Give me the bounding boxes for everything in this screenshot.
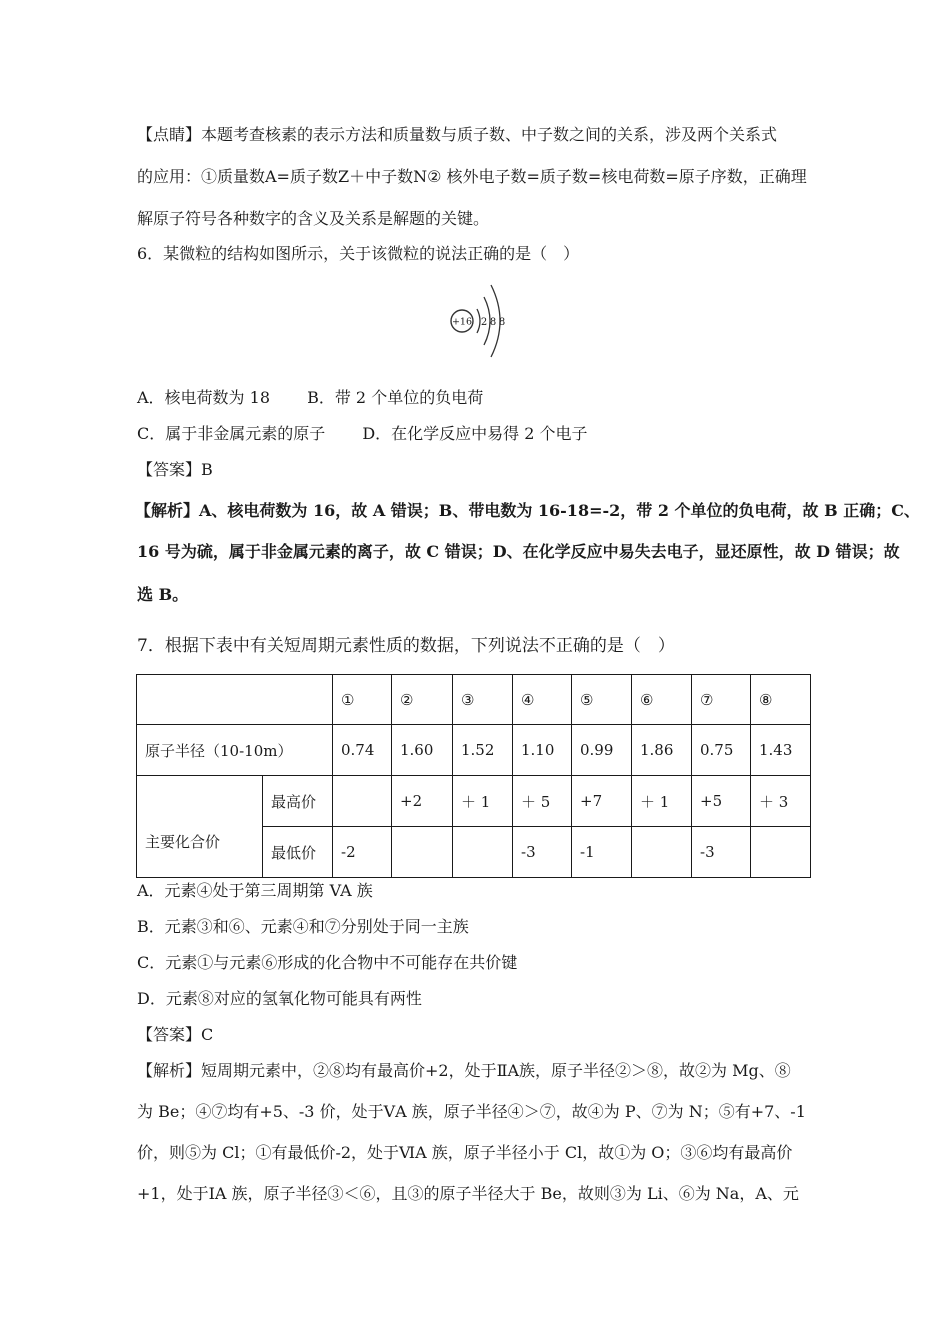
table-cell: 1.43 <box>751 725 811 776</box>
electron-shell-1 <box>477 309 480 333</box>
dianjing-line-3: 解原子符号各种数字的含义及关系是解题的关键。 <box>137 209 490 228</box>
question-7-analysis-line-3: 价，则⑤为 Cl；①有最低价-2，处于ⅥA 族，原子半径小于 Cl，故①为 O；③⑥均有最高价 <box>137 1143 793 1162</box>
table-row-max-valence <box>137 776 811 827</box>
question-6-analysis-line-1: 【解析】A、核电荷数为 16，故 A 错误；B、带电数为 16-18=-2，带 2 个单位的负电荷，故 B 正确；C、 <box>135 501 920 520</box>
dianjing-line-2: 的应用：①质量数A=质子数Z＋中子数N② 核外电子数=质子数=核电荷数=原子序数，正确理 <box>137 167 807 186</box>
question-7-option-c: C．元素①与元素⑥形成的化合物中不可能存在共价键 <box>137 953 518 972</box>
min-valence-label: 最低价 <box>263 827 333 878</box>
nucleus-charge: +16 <box>451 316 473 328</box>
max-valence-label: 最高价 <box>263 776 333 827</box>
table-cell <box>632 827 692 878</box>
question-6-options-cd: C．属于非金属元素的原子 D．在化学反应中易得 2 个电子 <box>137 424 588 443</box>
table-header-cell: ⑧ <box>751 675 811 725</box>
table-cell: -1 <box>572 827 632 878</box>
table-cell: 0.75 <box>692 725 751 776</box>
table-cell: ＋ 5 <box>513 776 572 827</box>
table-cell: +5 <box>692 776 751 827</box>
question-7-answer: 【答案】C <box>137 1025 214 1044</box>
table-header-cell: ③ <box>453 675 513 725</box>
table-header-row <box>137 675 811 725</box>
table-cell: 0.99 <box>572 725 632 776</box>
question-7-option-a: A．元素④处于第三周期第 VA 族 <box>137 881 373 900</box>
table-cell: 1.86 <box>632 725 692 776</box>
table-header-cell: ⑤ <box>572 675 632 725</box>
table-header-cell: ④ <box>513 675 572 725</box>
table-cell: ＋ 1 <box>453 776 513 827</box>
shell-3-electrons: 8 <box>498 317 506 328</box>
table-cell: +7 <box>572 776 632 827</box>
table-cell <box>392 827 453 878</box>
table-header-cell: ② <box>392 675 453 725</box>
shell-1-electrons: 2 <box>480 317 488 328</box>
question-7-stem: 7．根据下表中有关短周期元素性质的数据，下列说法不正确的是（ ） <box>137 636 675 656</box>
question-7-analysis-line-4: +1，处于ⅠA 族，原子半径③＜⑥，且③的原子半径大于 Be，故则③为 Li、⑥为 Na，A、元 <box>137 1184 799 1203</box>
table-cell: +2 <box>392 776 453 827</box>
table-cell: 0.74 <box>333 725 392 776</box>
question-7-option-b: B．元素③和⑥、元素④和⑦分别处于同一主族 <box>137 917 469 936</box>
table-cell <box>751 827 811 878</box>
question-6-analysis-line-3: 选 B。 <box>137 585 189 604</box>
valence-label: 主要化合价 <box>137 776 263 878</box>
dianjing-line-1: 【点睛】本题考查核素的表示方法和质量数与质子数、中子数之间的关系，涉及两个关系式 <box>137 125 778 144</box>
table-header-cell: ⑦ <box>692 675 751 725</box>
question-6-options-ab: A．核电荷数为 18 B．带 2 个单位的负电荷 <box>137 388 484 407</box>
table-cell: ＋ 1 <box>632 776 692 827</box>
table-cell: 1.52 <box>453 725 513 776</box>
radius-label: 原子半径（10-10m） <box>137 725 333 776</box>
table-cell: -2 <box>333 827 392 878</box>
table-cell <box>333 776 392 827</box>
question-6-stem: 6．某微粒的结构如图所示，关于该微粒的说法正确的是（ ） <box>137 244 580 263</box>
table-row-radius <box>137 725 811 776</box>
table-cell <box>453 827 513 878</box>
table-cell: -3 <box>692 827 751 878</box>
table-cell: 1.10 <box>513 725 572 776</box>
question-6-answer: 【答案】B <box>137 460 213 479</box>
table-cell: -3 <box>513 827 572 878</box>
table-cell: ＋ 3 <box>751 776 811 827</box>
shell-2-electrons: 8 <box>489 317 497 328</box>
table-header-cell: ① <box>333 675 392 725</box>
question-6-analysis-line-2: 16 号为硫，属于非金属元素的离子，故 C 错误；D、在化学反应中易失去电子，显还原性，故 D 错误；故 <box>137 542 900 561</box>
element-properties-table <box>136 674 811 878</box>
table-cell: 1.60 <box>392 725 453 776</box>
question-7-analysis-line-1: 【解析】短周期元素中，②⑧均有最高价+2，处于ⅡA族，原子半径②＞⑧，故②为 Mg、⑧ <box>137 1061 791 1080</box>
table-header-blank <box>137 675 333 725</box>
table-header-cell: ⑥ <box>632 675 692 725</box>
question-7-option-d: D．元素⑧对应的氢氧化物可能具有两性 <box>137 989 422 1008</box>
atom-structure-diagram <box>447 282 509 358</box>
question-7-analysis-line-2: 为 Be；④⑦均有+5、-3 价，处于ⅤA 族，原子半径④＞⑦，故④为 P、⑦为 N；⑤有+7、-1 <box>137 1102 806 1121</box>
